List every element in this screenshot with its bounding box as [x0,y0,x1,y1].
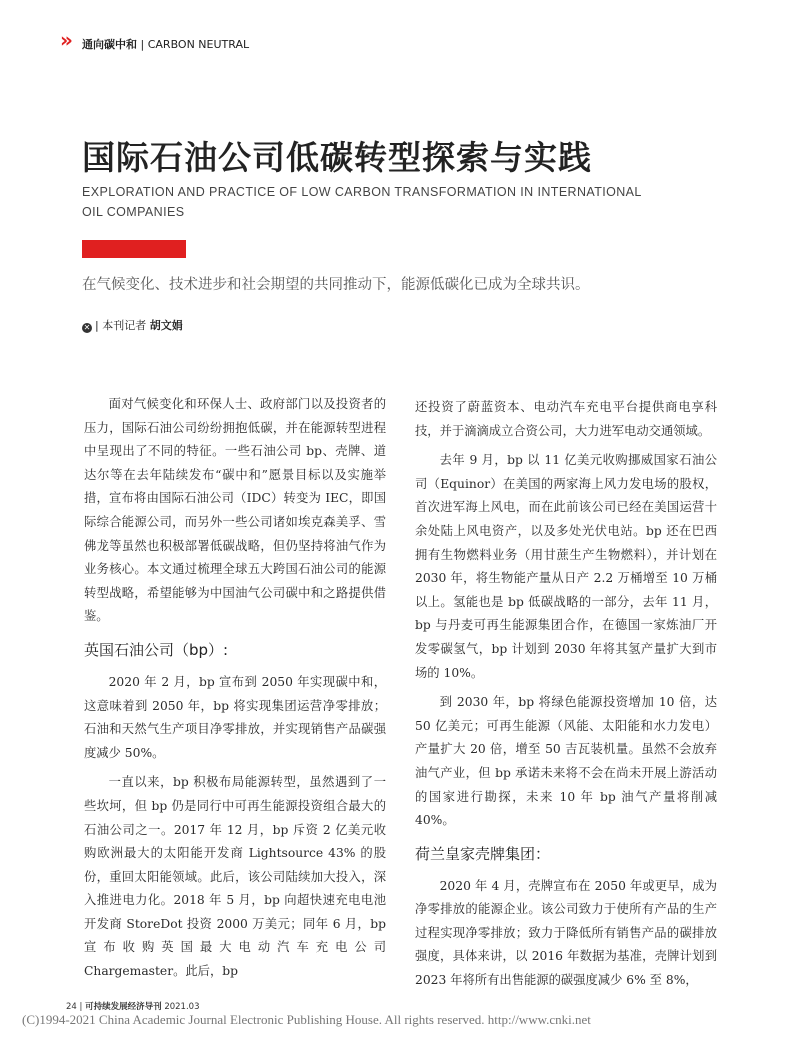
section-name-en: CARBON NEUTRAL [147,38,250,51]
journal-issue: 2021.03 [164,1002,200,1012]
footer-separator: | [79,1002,83,1012]
author-name: 胡文娟 [149,319,183,332]
article-lead: 在气候变化、技术进步和社会期望的共同推动下，能源低碳化已成为全球共识。 [82,277,590,293]
section-heading-bp: 英国石油公司（bp）: [84,640,229,659]
page-number: 24 [66,1002,77,1012]
author-icon: ✕ [83,323,91,332]
article-subtitle-en: EXPLORATION AND PRACTICE OF LOW CARBON TRANSFORMATION IN INTERNATIONAL OIL COMPANIES [82,185,642,219]
section-heading-shell: 荷兰皇家壳牌集团： [415,844,551,863]
paragraph: 一直以来，bp 积极布局能源转型，虽然遇到了一些坎坷，但 bp 仍是同行中可再生能源投资组合最大的石油公司之一。2017 年 12 月，bp 斥资 2 亿美元收购欧洲最大的太阳能开发商 Lightsource 43% 的股份，重回太阳能领域。此后，该公司陆续加大投入，深入推进电力化。2018 年 5 月，bp 向超快速充电电池开发商 StoreDot 投资 2000 万美元；同年 6 月，bp 宣布收购英国最大电动汽车充电公司 Chargemaster。此后，bp [84,775,386,979]
paragraph: 还投资了蔚蓝资本、电动汽车充电平台提供商电享科技，并于滴滴成立合资公司，大力进军电动交通领域。 [415,400,717,438]
section-header [82,36,249,52]
accent-bar [82,240,186,258]
paragraph: 2020 年 2 月，bp 宣布到 2050 年实现碳中和，这意味着到 2050 年，bp 将实现集团运营净零排放；石油和天然气生产项目净零排放，并实现销售产品碳强度减少 50%。 [84,674,386,760]
right-column [415,396,717,999]
paragraph: 面对气候变化和环保人士、政府部门以及投资者的压力，国际石油公司纷纷拥抱低碳，并在能源转型进程中呈现出了不同的特征。一些石油公司 bp、壳牌、道达尔等在去年陆续发布“碳中和”愿景目标以及实施举措，宣布将由国际石油公司（IDC）转变为 IEC，即国际综合能源公司，而另外一些公司诸如埃克森美孚、雪佛龙等虽然也积极部署低碳战略，但仍坚持将油气作为业务核心。本文通过梳理全球五大跨国石油公司的能源转型战略，希望能够为中国油气公司碳中和之路提供借鉴。 [84,397,386,624]
article-title: 国际石油公司低碳转型探索与实践 [82,138,592,177]
left-column [84,393,386,990]
paragraph: 到 2030 年，bp 将绿色能源投资增加 10 倍，达 50 亿美元；可再生能源（风能、太阳能和水力发电）产量扩大 20 倍，增至 50 吉瓦装机量。虽然不会放弃油气产业，但 bp 承诺未来将不会在尚未开展上游活动的国家进行勘探，未来 10 年 bp 油气产量将削减 40%。 [415,695,717,828]
section-separator: | [140,38,145,51]
paragraph: 2020 年 4 月，壳牌宣布在 2050 年或更早，成为净零排放的能源企业。该公司致力于使所有产品的生产过程实现净零排放；致力于降低所有销售产品的碳排放强度，具体来讲，以 2016 年数据为基准，壳牌计划到 2023 年将所有出售能源的碳强度减少 6% 至 8%， [415,878,717,988]
page-footer [66,1000,199,1012]
paragraph: 去年 9 月，bp 以 11 亿美元收购挪威国家石油公司（Equinor）在美国的两家海上风力发电场的股权，首次进军海上风电，而在此前该公司已经在美国运营十余处陆上风电资产，以及多处光伏电站。bp 还在巴西拥有生物燃料业务（用甘蔗生产生物燃料），并计划在 2030 年，将生物能产量从日产 2.2 万桶增至 10 万桶以上。氢能也是 bp 低碳战略的一部分，去年 11 月，bp 与丹麦可再生能源集团合作，在德国一家炼油厂开发零碳氢气，bp 计划到 2030 年将其氢产量扩大到市场的 10%。 [415,453,717,680]
journal-name: 可持续发展经济导刊 [85,1002,162,1012]
copyright-watermark: (C)1994-2021 China Academic Journal Electronic Publishing House. All rights reserved. http://www.cnki.net [22,1012,591,1027]
chevron-right-icon: » [60,28,67,52]
section-name-cn: 通向碳中和 [82,38,137,51]
byline [82,317,183,333]
byline-prefix: | 本刊记者 [95,319,147,332]
